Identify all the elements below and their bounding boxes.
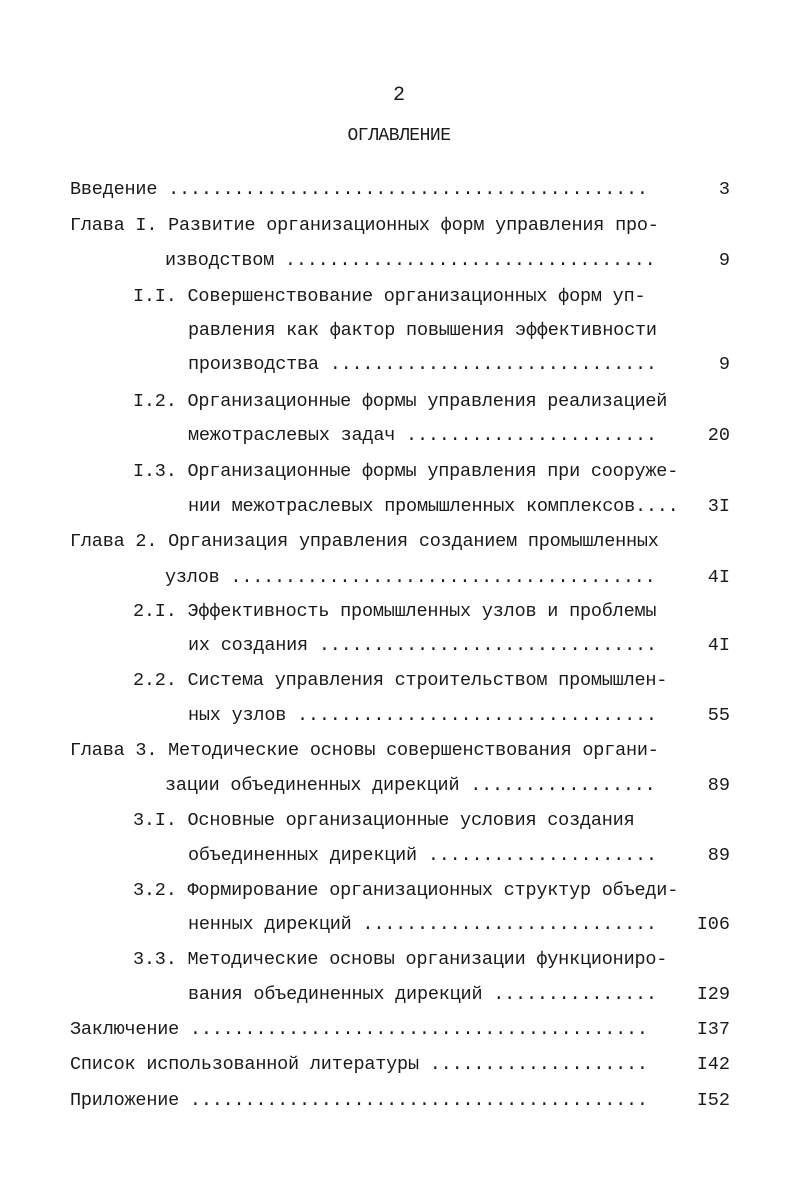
toc-page-section-3-2: I06 [696,914,730,935]
toc-line-bibliography: Список использованной литературы .................... [70,1054,648,1075]
toc-line-chapter-2-cont: узлов ....................................... [165,567,656,588]
toc-line-section-3-1-cont: объединенных дирекций ..................... [188,845,657,866]
toc-line-section-3-3: 3.3. Методические основы организации функциониро- [133,949,668,970]
toc-page-section-2-2: 55 [707,705,730,726]
toc-heading: ОГЛАВЛЕНИЕ [347,126,451,146]
toc-line-section-1-1: I.I. Совершенствование организационных форм уп- [133,286,646,307]
toc-page-conclusion: I37 [696,1019,730,1040]
page-number: 2 [392,84,405,107]
toc-line-section-3-1: 3.I. Основные организационные условия создания [133,810,635,831]
toc-line-section-3-2: 3.2. Формирование организационных структур объеди- [133,880,679,901]
toc-page-section-1-1: 9 [718,354,730,375]
toc-page-appendix: I52 [696,1090,730,1111]
toc-page-section-2-1: 4I [707,635,730,656]
toc-page-introduction: 3 [718,179,730,200]
toc-line-section-1-2-cont: межотраслевых задач ....................... [188,425,657,446]
toc-line-appendix: Приложение .......................................... [70,1090,648,1111]
toc-page-section-3-3: I29 [696,984,730,1005]
toc-page-chapter-2: 4I [707,567,730,588]
toc-line-section-1-3-cont: нии межотраслевых промышленных комплексов.... [188,496,679,517]
toc-page-section-1-2: 20 [707,425,730,446]
toc-page-section-1-3: 3I [707,496,730,517]
toc-line-chapter-1-cont: изводством .................................. [165,250,656,271]
toc-page-bibliography: I42 [696,1054,730,1075]
toc-line-introduction: Введение ............................................ [70,179,648,200]
toc-page-section-3-1: 89 [707,845,730,866]
toc-line-chapter-3: Глава 3. Методические основы совершенствования органи- [70,740,659,761]
toc-line-section-2-2-cont: ных узлов ................................. [188,705,657,726]
toc-line-section-3-3-cont: вания объединенных дирекций ............... [188,984,657,1005]
toc-page-chapter-1: 9 [718,250,730,271]
toc-line-section-1-1-cont: равления как фактор повышения эффективности [188,320,657,341]
toc-line-section-1-3: I.3. Организационные формы управления при сооруже- [133,461,679,482]
toc-page-chapter-3: 89 [707,775,730,796]
toc-line-chapter-2: Глава 2. Организация управления созданием промышленных [70,531,659,552]
toc-line-conclusion: Заключение .......................................... [70,1019,648,1040]
toc-line-section-3-2-cont: ненных дирекций ........................... [188,914,657,935]
toc-line-section-2-2: 2.2. Система управления строительством промышлен- [133,670,668,691]
toc-line-chapter-1: Глава I. Развитие организационных форм управления про- [70,215,659,236]
toc-line-section-2-1-cont: их создания ............................... [188,635,657,656]
toc-line-section-1-1-cont2: производства .............................. [188,354,657,375]
toc-line-chapter-3-cont: зации объединенных дирекций ................. [165,775,656,796]
toc-line-section-2-1: 2.I. Эффективность промышленных узлов и проблемы [133,601,657,622]
toc-line-section-1-2: I.2. Организационные формы управления реализацией [133,391,668,412]
